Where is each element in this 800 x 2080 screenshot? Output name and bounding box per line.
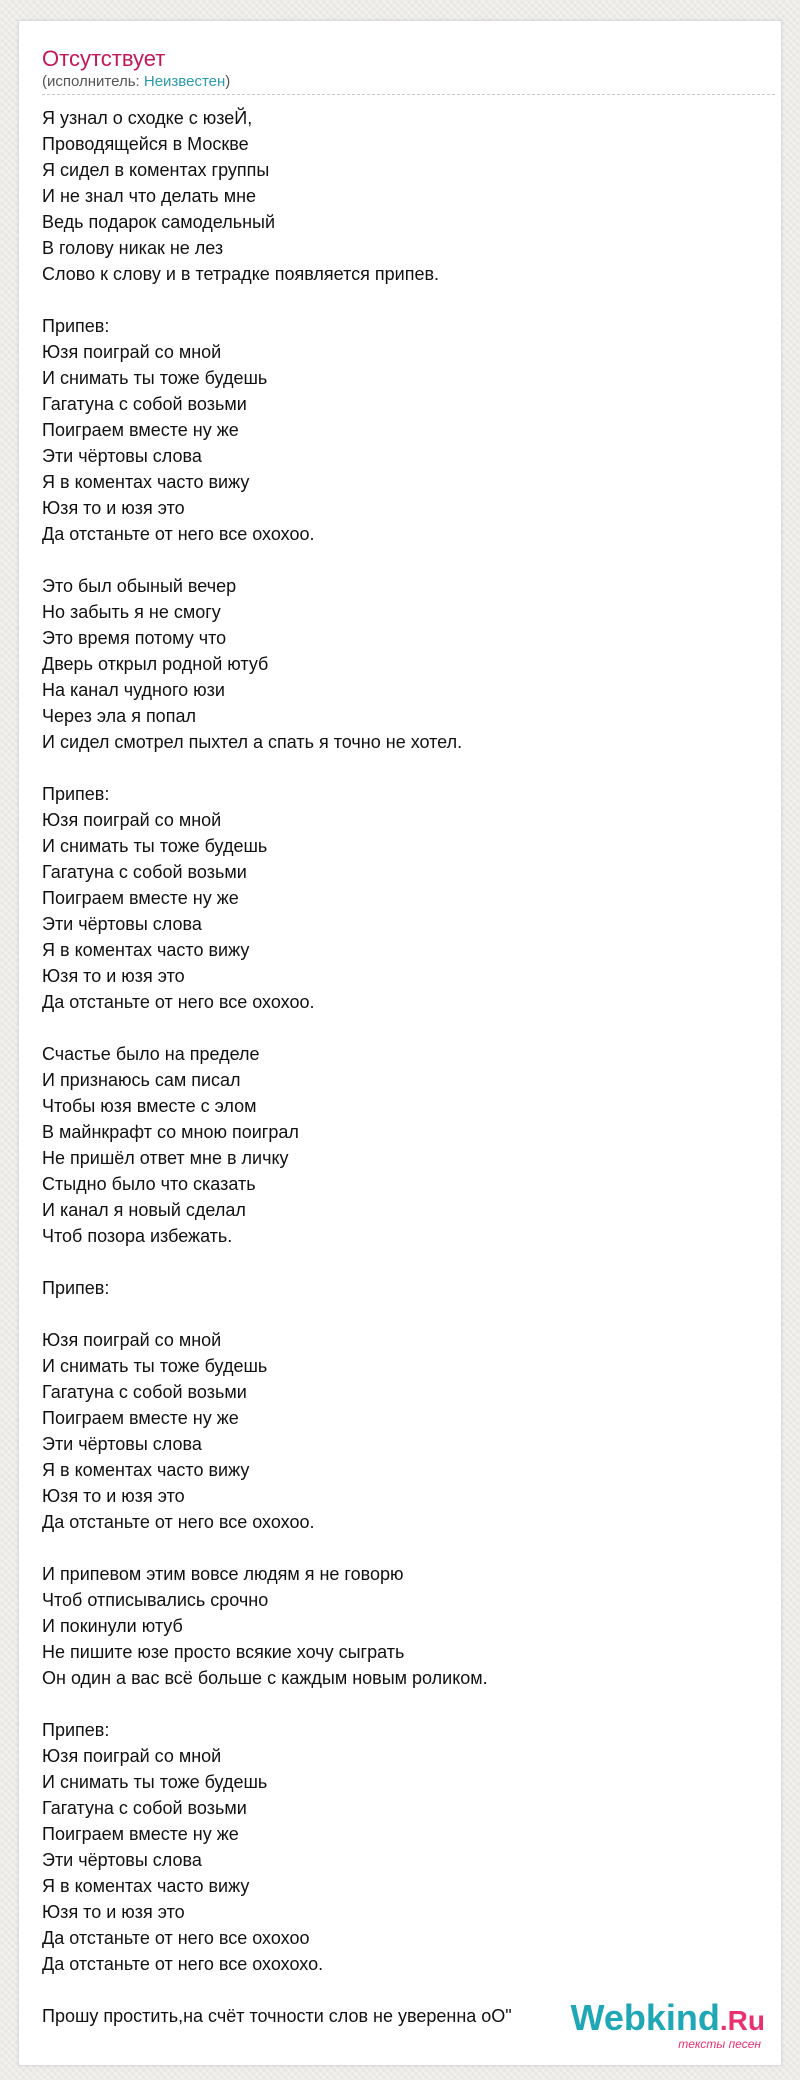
lyric-line: Не пишите юзе просто всякие хочу сыграть [42,1642,405,1662]
lyric-line: Это был обыный вечер [42,576,237,596]
stanza-break [42,1249,762,1275]
song-title: Отсутствует [42,46,166,71]
lyric-line: И припевом этим вовсе людям я не говорю [42,1564,404,1584]
header-divider [42,94,775,95]
lyrics-text [42,105,762,2029]
lyric-line: В голову никак не лез [42,238,224,258]
artist-link[interactable]: Неизвестен [143,73,226,90]
lyric-line: Не пришёл ответ мне в личку [42,1148,289,1168]
lyric-line: И признаюсь сам писал [42,1070,241,1090]
lyric-line: Я узнал о сходке с юзеЙ, [42,108,253,128]
lyric-line: Припев: [42,316,110,336]
lyric-line: Да отстаньте от него все охохоо [42,1928,310,1948]
logo-tagline: тексты песен [678,2037,761,2051]
artist-line [42,72,230,92]
logo-name: Webkind [570,1997,720,2038]
lyric-line: Чтоб отписывались срочно [42,1590,269,1610]
logo-wordmark [571,1999,765,2040]
stanza-break [42,1691,762,1717]
lyric-line: Счастье было на пределе [42,1044,260,1064]
site-logo[interactable] [571,1999,765,2051]
lyric-line: Юзя поиграй со мной [42,342,222,362]
lyric-line: Да отстаньте от него все охохохо. [42,1954,324,1974]
lyric-line: Поиграем вместе ну же [42,1824,239,1844]
lyric-line: В майнкрафт со мною поиграл [42,1122,299,1142]
stanza-break [42,755,762,781]
lyric-line: Эти чёртовы слова [42,1434,202,1454]
lyric-line: Поиграем вместе ну же [42,420,239,440]
lyric-line: Эти чёртовы слова [42,446,202,466]
lyric-line: Да отстаньте от него все охохоо. [42,992,315,1012]
lyric-line: И снимать ты тоже будешь [42,1772,268,1792]
lyric-line: И канал я новый сделал [42,1200,246,1220]
lyric-line: Юзя поиграй со мной [42,1330,222,1350]
lyric-line: Да отстаньте от него все охохоо. [42,1512,315,1532]
lyric-line: Юзя то и юзя это [42,966,185,986]
lyric-line: Поиграем вместе ну же [42,1408,239,1428]
lyric-line: Стыдно было что сказать [42,1174,256,1194]
lyric-line: Я в коментах часто вижу [42,940,250,960]
lyric-line: И покинули ютуб [42,1616,183,1636]
artist-suffix: ) [225,73,231,90]
lyric-line: Ведь подарок самодельный [42,212,276,232]
stanza-break [42,547,762,573]
lyric-line: На канал чудного юзи [42,680,225,700]
artist-prefix: (исполнитель: [42,73,144,90]
lyric-line: Эти чёртовы слова [42,914,202,934]
lyric-line: Чтоб позора избежать. [42,1226,233,1246]
lyric-line: Припев: [42,1720,110,1740]
lyric-line: Юзя то и юзя это [42,1486,185,1506]
lyric-line: Юзя поиграй со мной [42,810,222,830]
lyric-line: Дверь открыл родной ютуб [42,654,269,674]
stanza-break [42,287,762,313]
lyric-line: Поиграем вместе ну же [42,888,239,908]
lyric-line: Эти чёртовы слова [42,1850,202,1870]
lyric-line: Гагатуна с собой возьми [42,862,247,882]
lyric-line: Слово к слову и в тетрадке появляется припев. [42,264,440,284]
lyric-line: Проводящейся в Москве [42,134,249,154]
lyric-line: И снимать ты тоже будешь [42,836,268,856]
stanza-break [42,1535,762,1561]
lyric-line: И сидел смотрел пыхтел а спать я точно не хотел. [42,732,463,752]
lyric-line: Припев: [42,1278,110,1298]
lyric-line: И снимать ты тоже будешь [42,1356,268,1376]
lyric-line: И не знал что делать мне [42,186,257,206]
stanza-break [42,1015,762,1041]
lyric-line: Юзя то и юзя это [42,498,185,518]
lyric-line: Гагатуна с собой возьми [42,1382,247,1402]
lyric-line: Да отстаньте от него все охохоо. [42,524,315,544]
lyric-line: Он один а вас всё больше с каждым новым роликом. [42,1668,488,1688]
lyric-line: Через эла я попал [42,706,196,726]
logo-tld: .Ru [719,2005,765,2036]
lyric-line: Гагатуна с собой возьми [42,394,247,414]
lyric-line: Припев: [42,784,110,804]
lyric-line: Я в коментах часто вижу [42,1876,250,1896]
lyric-line: Я в коментах часто вижу [42,1460,250,1480]
lyric-line: Чтобы юзя вместе с элом [42,1096,257,1116]
lyric-line: Юзя то и юзя это [42,1902,185,1922]
lyric-line: Гагатуна с собой возьми [42,1798,247,1818]
lyric-line: Я сидел в коментах группы [42,160,270,180]
lyric-line: Это время потому что [42,628,227,648]
lyric-line: Юзя поиграй со мной [42,1746,222,1766]
lyrics-card [18,20,782,2066]
lyric-line: Прошу простить,на счёт точности слов не уверенна оО" [42,2006,512,2026]
lyric-line: Но забыть я не смогу [42,602,221,622]
lyric-line: И снимать ты тоже будешь [42,368,268,388]
stanza-break [42,1301,762,1327]
lyric-line: Я в коментах часто вижу [42,472,250,492]
